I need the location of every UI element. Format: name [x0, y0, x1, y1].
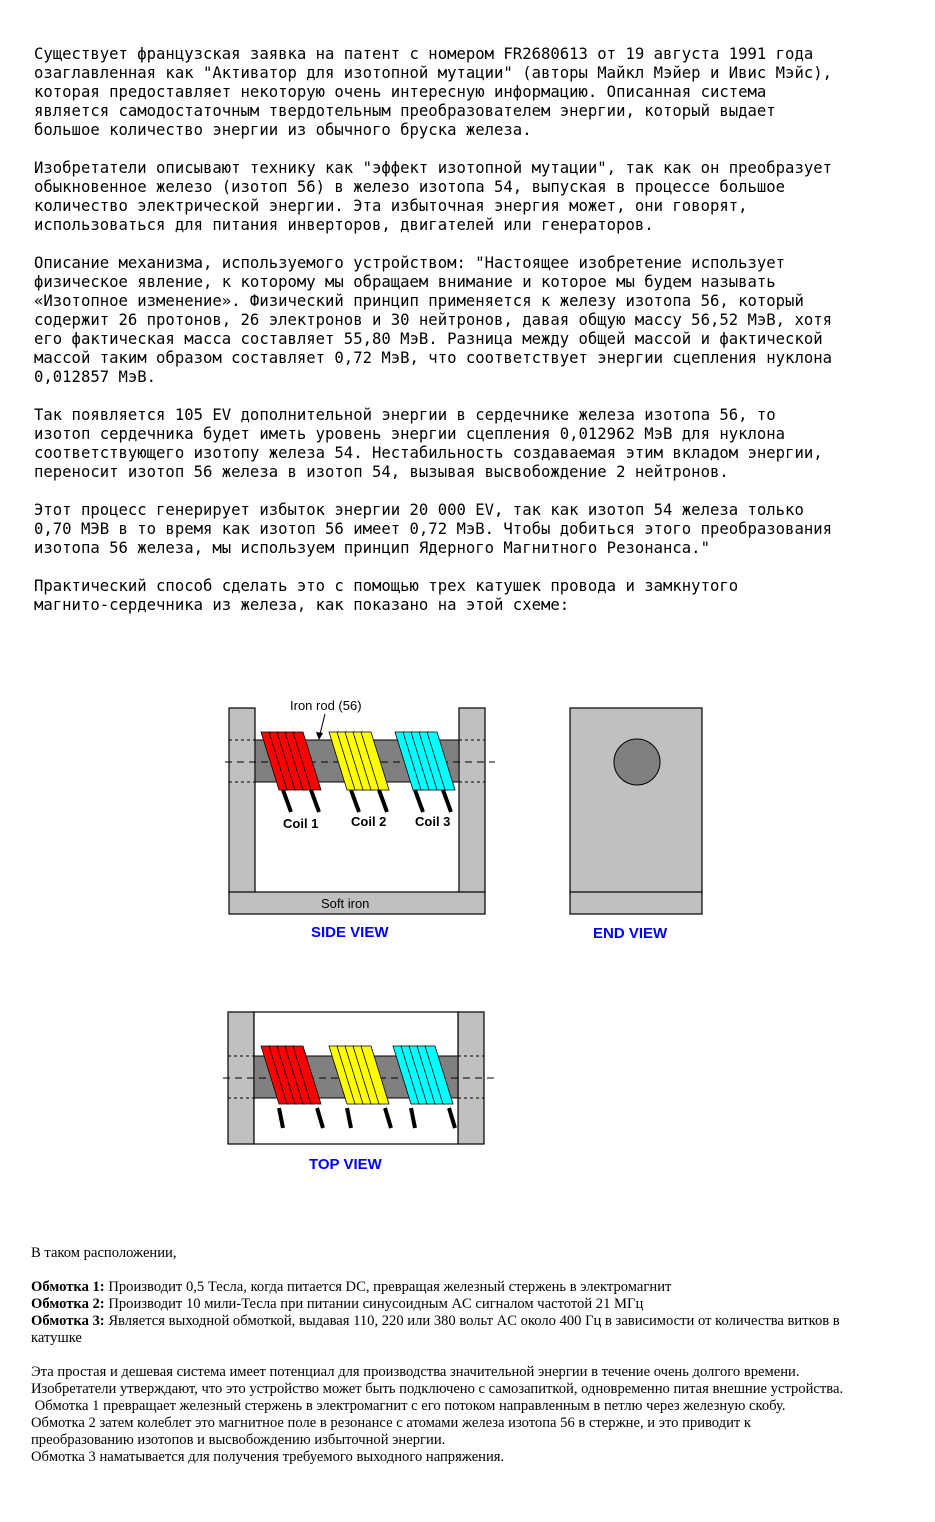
arrangement-intro: В таком расположении, — [31, 1245, 177, 1261]
iron-rod-label: Iron rod (56) — [290, 698, 362, 713]
coil-3-label: Coil 3 — [415, 814, 451, 829]
coil-1-description: Обмотка 1: Производит 0,5 Тесла, когда питается DC, превращая железный стержень в электромагнит — [31, 1279, 672, 1295]
paragraph-mechanism-description: Описание механизма, используемого устройством: "Настоящее изобретение использует физическое явление, к которому мы обращаем внимание и которое мы будем называть «Изотопное изменение». Физический принцип применяется к железу изотопа 56, который содержит 26 протонов, 26 электронов и 30 нейтронов, давая общую массу 56,52 МэВ, хотя его фактическая масса составляет 55,80 МэВ. Разница между общей массой и фактической массой таким образом составляет 0,72 МэВ, что соответствует энергии сцепления нуклона 0,012857 МэВ. — [34, 254, 832, 386]
side-view-caption: SIDE VIEW — [311, 924, 389, 941]
coil-3-description: Обмотка 3: Является выходной обмоткой, выдавая 110, 220 или 380 вольт AC около 400 Гц в зависимости от количества витков в катушке — [31, 1313, 840, 1346]
coil-2-description: Обмотка 2: Производит 10 мили-Тесла при питании синусоидным AC сигналом частотой 21 МГц — [31, 1296, 644, 1312]
end-view — [570, 708, 702, 942]
paragraph-patent-intro: Существует французская заявка на патент с номером FR2680613 от 19 августа 1991 года озаглавленная как "Активатор для изотопной мутации" (авторы Майкл Мэйер и Ивис Мэйс), которая предоставляет некоторую очень интересную информацию. Описанная система является самодостаточным твердотельным преобразователем энергии, который выдает большое количество энергии из обычного бруска железа. — [34, 45, 832, 139]
summary-block — [31, 1364, 911, 1466]
summary-line: Обмотка 2 затем колеблет это магнитное поле в резонансе с атомами железа изотопа 56 в стержне, и это приводит к преобразованию изотопов и высвобождению избыточной энергии. — [31, 1415, 752, 1448]
summary-line: Обмотка 3 наматывается для получения требуемого выходного напряжения. — [31, 1449, 505, 1465]
paragraph-inventors-technique: Изобретатели описывают технику как "эффект изотопной мутации", так как он преобразует обыкновенное железо (изотоп 56) в железо изотопа 54, выпуская в процессе большое количество электрической энергии. Эта избыточная энергия может, они говорят, использоваться для питания инверторов, двигателей или генераторов. — [34, 159, 832, 234]
paragraph-excess-energy: Этот процесс генерирует избыток энергии 20 000 EV, так как изотоп 54 железа только 0,70 МЭВ в то время как изотоп 56 имеет 0,72 МэВ. Чтобы добиться этого преобразования изотопа 56 железа, мы используем принцип Ядерного Магнитного Резонанса." — [34, 501, 832, 557]
top-view-caption: TOP VIEW — [309, 1156, 382, 1173]
paragraph-practical-method: Практический способ сделать это с помощью трех катушек провода и замкнутого магнито-сердечника из железа, как показано на этой схеме: — [34, 577, 739, 614]
summary-line: Обмотка 1 превращает железный стержень в электромагнит с его потоком направленным в петлю через железную скобу. — [31, 1398, 786, 1414]
coil-1-label: Coil 1 — [283, 816, 319, 831]
coil-diagram — [215, 690, 715, 1180]
side-view — [225, 698, 495, 941]
paragraph-extra-energy: Так появляется 105 EV дополнительной энергии в сердечнике железа изотопа 56, то изотоп сердечника будет иметь уровень энергии сцепления 0,012962 МэВ для нуклона соответствующего изотопу железа 54. Нестабильность создаваемая этим вкладом энергии, переносит изотоп 56 железа в изотоп 54, вызывая высвобождение 2 нейтронов. — [34, 406, 823, 481]
summary-line: Эта простая и дешевая система имеет потенциал для производства значительной энергии в течение очень долгого времени. — [31, 1364, 800, 1380]
top-view — [223, 1012, 495, 1173]
end-view-caption: END VIEW — [593, 925, 668, 942]
coil-2-label: Coil 2 — [351, 814, 387, 829]
soft-iron-label: Soft iron — [321, 896, 370, 911]
summary-line: Изобретатели утверждают, что это устройство может быть подключено с самозапиткой, одновременно питая внешние устройства. — [31, 1381, 844, 1397]
coil-descriptions — [31, 1279, 911, 1347]
